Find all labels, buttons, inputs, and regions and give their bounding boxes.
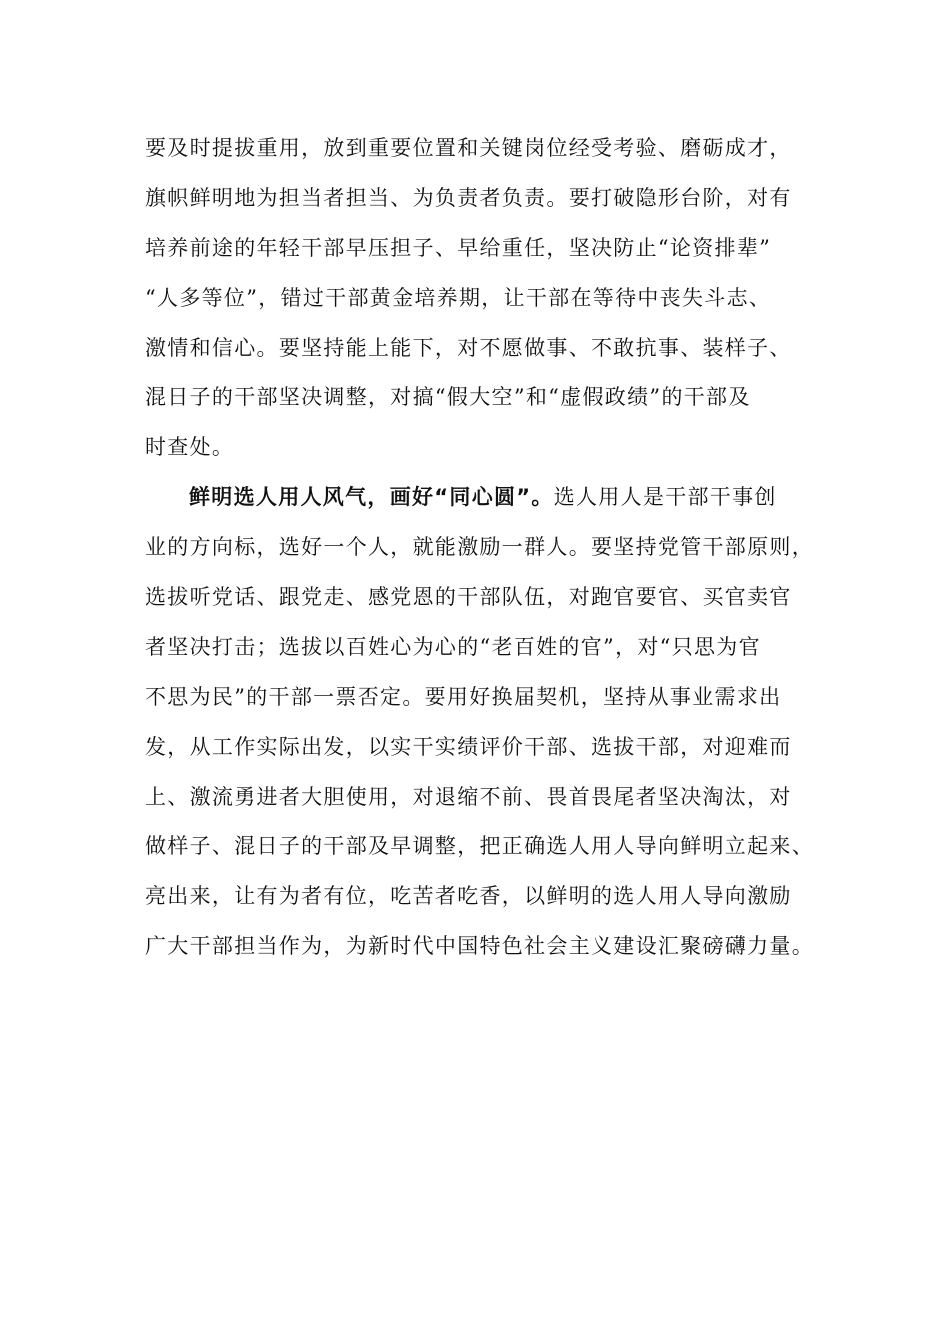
paragraph-line: 时查处。: [145, 435, 235, 460]
paragraph-line: 亮出来，让有为者有位，吃苦者吃香，以鲜明的选人用人导向激励: [145, 884, 792, 909]
paragraph-1: [145, 124, 810, 473]
paragraph-line: 发，从工作实际出发，以实干实绩评价干部、选拔干部，对迎难而: [145, 734, 792, 759]
paragraph-line: 激情和信心。要坚持能上能下，对不愿做事、不敢抗事、装样子、: [145, 335, 792, 360]
document-body: [145, 124, 814, 972]
paragraph-line-text: 选人用人是干部干事创: [553, 485, 777, 510]
paragraph-first-line: [145, 473, 810, 523]
paragraph-line: 做样子、混日子的干部及早调整，把正确选人用人导向鲜明立起来、: [145, 834, 814, 859]
paragraph-2: [145, 473, 814, 972]
paragraph-heading: 鲜明选人用人风气，画好“同心圆”。: [189, 485, 554, 510]
paragraph-line: “人多等位”，错过干部黄金培养期，让干部在等待中丧失斗志、: [145, 285, 772, 310]
paragraph-line: 上、激流勇进者大胆使用，对退缩不前、畏首畏尾者坚决淘汰，对: [145, 784, 792, 809]
paragraph-line: 者坚决打击；选拔以百姓心为心的“老百姓的官”，对“只思为官: [145, 634, 761, 659]
paragraph-line: 不思为民”的干部一票否定。要用好换届契机，坚持从事业需求出: [145, 684, 782, 709]
paragraph-line: 广大干部担当作为，为新时代中国特色社会主义建设汇聚磅礴力量。: [145, 934, 814, 959]
paragraph-line: 要及时提拔重用，放到重要位置和关键岗位经受考验、磨砺成才，: [145, 136, 792, 160]
paragraph-line: 选拔听党话、跟党走、感党恩的干部队伍，对跑官要官、买官卖官: [145, 585, 792, 610]
paragraph-line: 混日子的干部坚决调整，对搞“假大空”和“虚假政绩”的干部及: [145, 385, 751, 410]
paragraph-line: 业的方向标，选好一个人，就能激励一群人。要坚持党管干部原则，: [145, 535, 814, 560]
paragraph-line: 旗帜鲜明地为担当者担当、为负责者负责。要打破隐形台阶，对有: [145, 185, 792, 210]
paragraph-line: 培养前途的年轻干部早压担子、早给重任，坚决防止“论资排辈”: [145, 235, 772, 260]
